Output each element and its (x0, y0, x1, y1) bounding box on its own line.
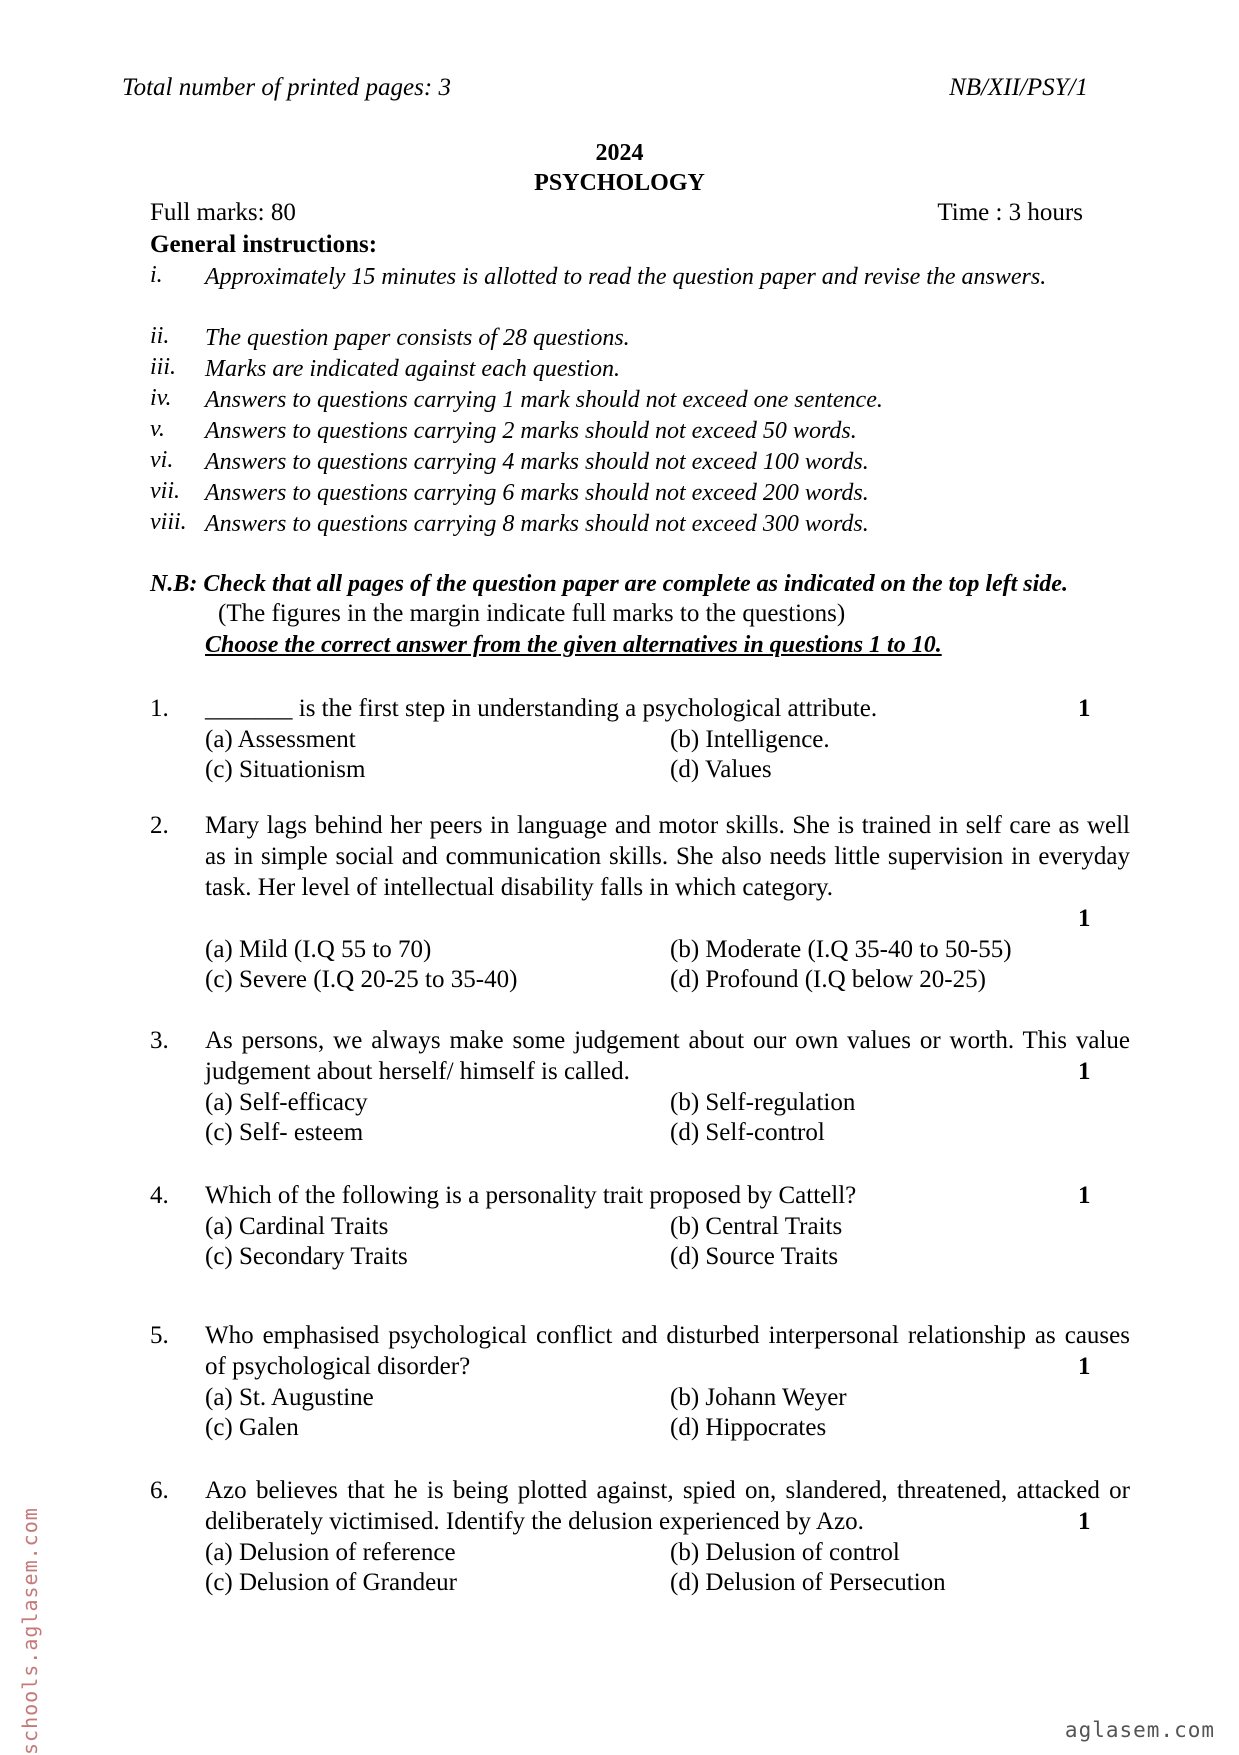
instruction-text: Answers to questions carrying 8 marks should not exceed 300 words. (205, 511, 869, 537)
option: (c) Self- esteem (205, 1119, 364, 1146)
option: (b) Central Traits (670, 1213, 843, 1240)
option: (c) Galen (205, 1414, 299, 1441)
time-allowed: Time : 3 hours (937, 199, 1083, 226)
option: (b) Delusion of control (670, 1539, 900, 1566)
instruction-number: vi. (150, 447, 174, 473)
instruction-number: iv. (150, 385, 172, 411)
option: (a) St. Augustine (205, 1384, 374, 1411)
question-number: 1. (150, 695, 169, 722)
question-text: Who emphasised psychological conflict and disturbed interpersonal relationship as causes of psychological disorder? (205, 1322, 1130, 1380)
instruction-text: Answers to questions carrying 4 marks should not exceed 100 words. (205, 449, 869, 475)
option: (a) Self-efficacy (205, 1089, 368, 1116)
question-number: 6. (150, 1477, 169, 1504)
instructions-heading: General instructions: (150, 231, 378, 258)
option: (b) Moderate (I.Q 35-40 to 50-55) (670, 936, 1012, 963)
option: (a) Cardinal Traits (205, 1213, 389, 1240)
option: (b) Intelligence. (670, 726, 830, 753)
question-text: Mary lags behind her peers in language and motor skills. She is trained in self care as well as in simple social and communication skills. She also needs little supervision in everyday task. Her level of intellectual disability falls in which category. (205, 812, 1130, 901)
question-number: 4. (150, 1182, 169, 1209)
question-marks: 1 (1078, 905, 1091, 932)
option: (c) Severe (I.Q 20-25 to 35-40) (205, 966, 518, 993)
subject-title: PSYCHOLOGY (534, 170, 705, 196)
full-marks: Full marks: 80 (150, 199, 296, 226)
nb-note: N.B: Check that all pages of the question paper are complete as indicated on the top left side. (150, 571, 1068, 597)
instruction-text: Answers to questions carrying 2 marks should not exceed 50 words. (205, 418, 857, 444)
option: (c) Delusion of Grandeur (205, 1569, 457, 1596)
option: (d) Source Traits (670, 1243, 839, 1270)
option: (d) Delusion of Persecution (670, 1569, 946, 1596)
printed-pages-note: Total number of printed pages: 3 (122, 74, 451, 101)
question-text: _______ is the first step in understanding a psychological attribute. (205, 695, 878, 722)
option: (a) Assessment (205, 726, 356, 753)
instruction-number: v. (150, 416, 165, 442)
bottom-watermark: aglasem.com (1064, 1718, 1215, 1742)
instruction-text: Answers to questions carrying 6 marks should not exceed 200 words. (205, 480, 869, 506)
marks-note: (The figures in the margin indicate full marks to the questions) (218, 600, 846, 627)
question-marks: 1 (1078, 1058, 1091, 1085)
instruction-number: vii. (150, 478, 180, 504)
option: (c) Secondary Traits (205, 1243, 408, 1270)
instruction-number: viii. (150, 509, 187, 535)
option: (a) Delusion of reference (205, 1539, 456, 1566)
option: (c) Situationism (205, 756, 366, 783)
question-marks: 1 (1078, 695, 1091, 722)
instruction-text: Answers to questions carrying 1 mark should not exceed one sentence. (205, 387, 883, 413)
question-text: Which of the following is a personality trait proposed by Cattell? (205, 1182, 857, 1209)
exam-year: 2024 (595, 140, 644, 166)
question-marks: 1 (1078, 1182, 1091, 1209)
question-text: Azo believes that he is being plotted against, spied on, slandered, threatened, attacked or deliberately victimised. Identify the delusion experienced by Azo. (205, 1477, 1130, 1535)
question-number: 5. (150, 1322, 169, 1349)
question-number: 2. (150, 812, 169, 839)
option: (b) Johann Weyer (670, 1384, 847, 1411)
instruction-number: i. (150, 262, 163, 288)
instruction-text: Marks are indicated against each question. (205, 356, 621, 382)
option: (b) Self-regulation (670, 1089, 856, 1116)
option: (d) Values (670, 756, 772, 783)
instruction-number: iii. (150, 354, 177, 380)
paper-code: NB/XII/PSY/1 (949, 74, 1088, 101)
section-instruction: Choose the correct answer from the given alternatives in questions 1 to 10. (205, 632, 942, 658)
option: (d) Profound (I.Q below 20-25) (670, 966, 986, 993)
option: (d) Hippocrates (670, 1414, 827, 1441)
question-number: 3. (150, 1027, 169, 1054)
question-text: As persons, we always make some judgement about our own values or worth. This value judgement about herself/ himself is called. (205, 1027, 1130, 1085)
instruction-number: ii. (150, 323, 170, 349)
side-watermark: schools.aglasem.com (18, 1507, 42, 1755)
question-marks: 1 (1078, 1508, 1091, 1535)
instruction-text: The question paper consists of 28 questions. (205, 325, 630, 351)
question-marks: 1 (1078, 1353, 1091, 1380)
option: (d) Self-control (670, 1119, 825, 1146)
instruction-text: Approximately 15 minutes is allotted to read the question paper and revise the answers. (205, 264, 1047, 290)
option: (a) Mild (I.Q 55 to 70) (205, 936, 432, 963)
